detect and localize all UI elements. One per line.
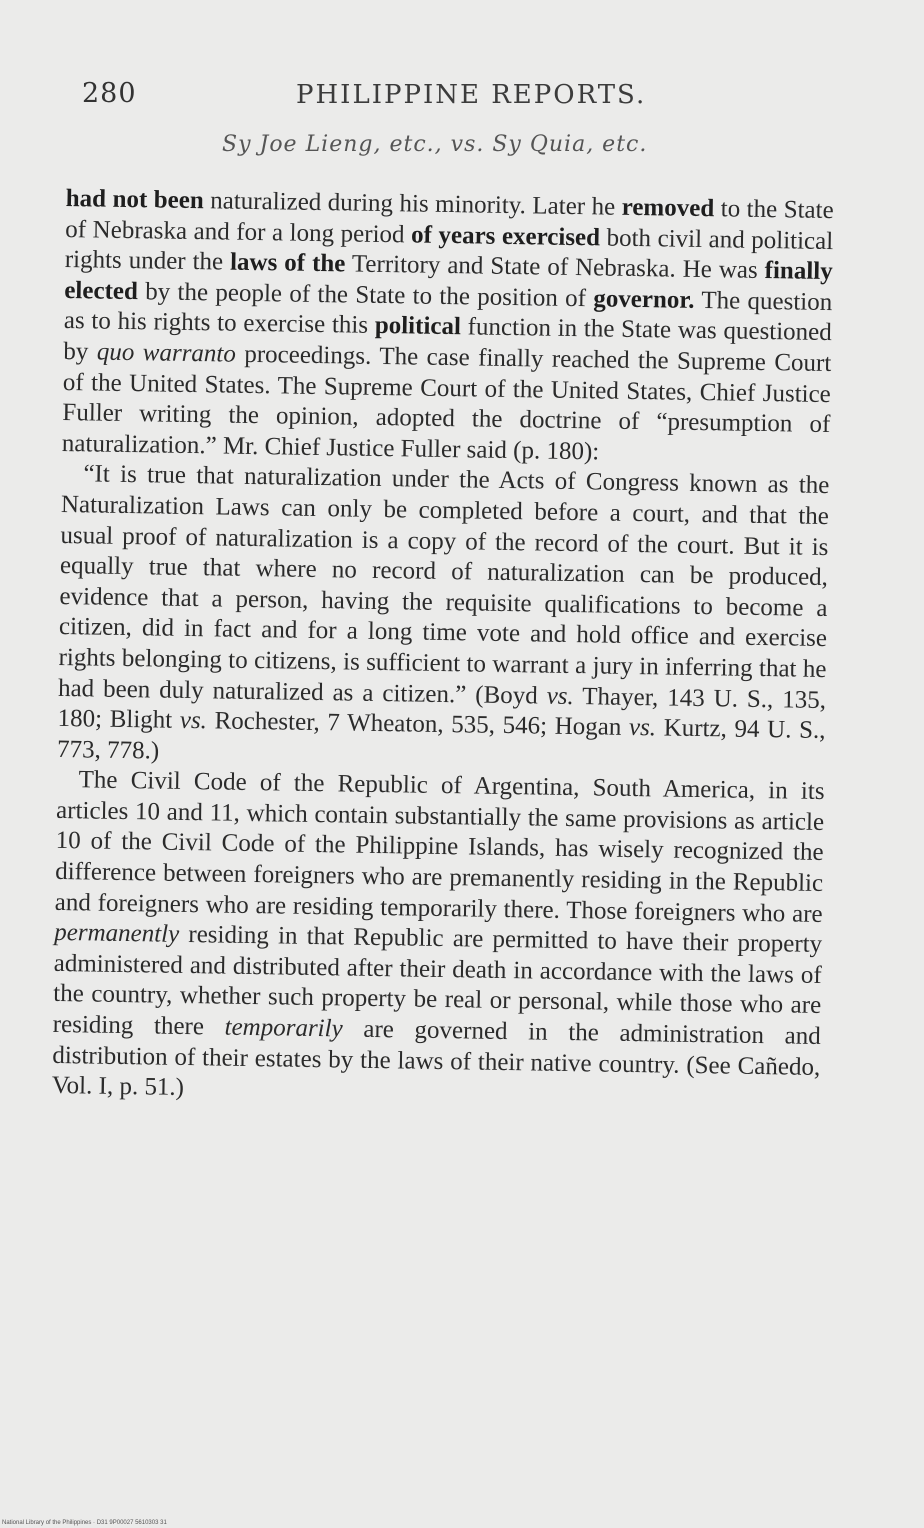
italic-phrase: permanently (54, 919, 180, 949)
page-header (82, 78, 842, 118)
text-run: both civil and political rights under the (64, 223, 834, 276)
text-run: Territory and State of Nebraska. He was (345, 250, 765, 285)
versus-abbrev: vs. (546, 682, 574, 710)
text-run: are governed in the administration and distribution of their estates by the laws of their native country. (See Cañedo, Vol. I, p. 51.) (51, 1015, 821, 1102)
italic-phrase: quo warranto (96, 338, 237, 368)
text-run: proceedings. The case finally reached the Supreme Court of the United States. The Supreme Court of the United States, Chief Justice Fuller writing the opinion, adopted the doctrine of “presumption of naturalization.” Mr. Chief Justice Fuller said (p. 180): (61, 340, 832, 466)
bold-phrase: laws of the (229, 248, 346, 278)
text-run: “It is true that naturalization under the Acts of Congress known as the Naturalization Laws can only be completed before a court, and that the usual proof of naturalization is a copy of the record of the court. But it is equally true that where no record of naturalization can be produced, evidence that a person, having the requisite qualifications to become a citizen, did in fact and for a long time vote and hold office and exercise rights belonging to citizens, is sufficient to warrant a jury in inferring that he had been duly naturalized as a citizen.” (Boyd (57, 460, 830, 710)
paragraph-1 (62, 184, 834, 471)
bold-phrase: finally elected (64, 257, 833, 305)
text-run: Kurtz, 94 U. S., 773, 778.) (56, 714, 826, 765)
bold-phrase: of years exercised (410, 221, 601, 251)
text-run: by the people of the State to the position of (137, 277, 594, 313)
bold-phrase: governor. (593, 285, 695, 314)
page-number: 280 (82, 78, 137, 109)
bold-phrase: had not been (65, 184, 204, 215)
text-run: residing in that Republic are permitted to have their property administered and distributed after their death in accordance with the laws of the country, whether such property be real or personal, while those who are residing there (52, 921, 823, 1041)
text-run: naturalized during his minority. Later he (203, 187, 622, 221)
text-run: Rochester, 7 Wheaton, 535, 546; Hogan (206, 707, 630, 742)
running-head: PHILIPPINE REPORTS. (296, 80, 647, 110)
paragraph-3 (52, 765, 825, 1114)
text-run: The question as to his rights to exercise this (63, 286, 833, 340)
versus-abbrev: vs. (628, 714, 657, 742)
bold-phrase: political (374, 312, 462, 341)
body-text (52, 184, 834, 1114)
case-title: Sy Joe Lieng, etc., vs. Sy Quia, etc. (222, 132, 648, 157)
scan-footer: National Library of the Philippines · D31 9P00027 5610303 31 (2, 1520, 167, 1526)
text-run: to the State of Nebraska and for a long period (65, 195, 834, 249)
text-run: The Civil Code of the Republic of Argentina, South America, in its articles 10 and 11, which contain substantially the same provisions as article 10 of the Civil Code of the Philippine Islands, has wisely recognized the difference between foreigners who are premanently residing in the Republic and foreigners who are residing temporarily there. Those foreigners who are (54, 766, 825, 928)
paragraph-2-quotation (57, 459, 830, 777)
text-run: Thayer, 143 U. S., 135, 180; Blight (57, 682, 827, 734)
versus-abbrev: vs. (179, 706, 208, 735)
text-run: function in the State was questioned by (63, 313, 832, 366)
bold-phrase: removed (621, 193, 715, 223)
italic-phrase: temporarily (224, 1013, 343, 1043)
